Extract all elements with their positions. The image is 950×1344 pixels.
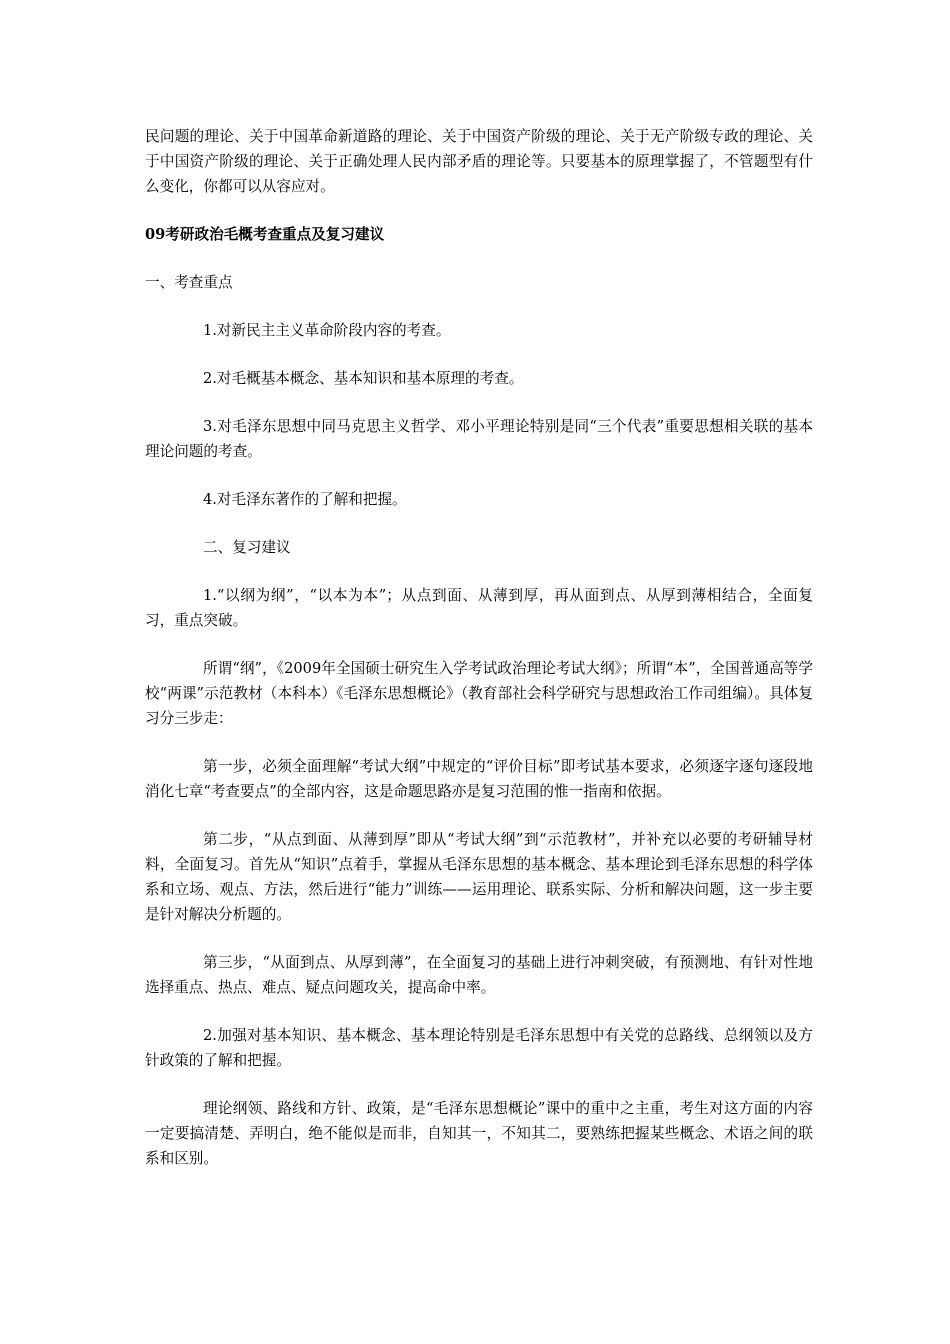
subsection-title: 一、考查重点 <box>145 274 233 291</box>
paragraph: 第二步，“从点到面、从薄到厚”即从“考试大纲”到“示范教材”，并补充以必要的考研辅导材料，全面复习。首先从“知识”点着手，掌握从毛泽东思想的基本概念、基本理论到毛泽东思想的科学体系和立场、观点、方法，然后进行“能力”训练——运用理论、联系实际、分析和解决问题，这一步主要是针对解决分析题的。 <box>145 831 813 923</box>
paragraph: 第一步，必须全面理解“考试大纲”中规定的“评价目标”即考试基本要求，必须逐字逐句逐段地消化七章“考查要点”的全部内容，这是命题思路亦是复习范围的惟一指南和依据。 <box>145 758 813 800</box>
paragraph: 所谓“纲”，《2009年全国硕士研究生入学考试政治理论考试大纲》；所谓“本”，全国普通高等学校“两课”示范教材（本科本）《毛泽东思想概论》（教育部社会科学研究与思想政治工作司组编）。具体复习分三步走： <box>145 660 813 727</box>
list-item: 4.对毛泽东著作的了解和把握。 <box>203 491 407 508</box>
list-item: 2.对毛概基本概念、基本知识和基本原理的考查。 <box>203 370 524 387</box>
subsection-title: 二、复习建议 <box>203 539 291 556</box>
list-item: 1.“以纲为纲”，“以本为本”；从点到面、从薄到厚，再从面到点、从厚到薄相结合，全面复习，重点突破。 <box>145 587 813 629</box>
section-heading: 09考研政治毛概考查重点及复习建议 <box>145 226 385 243</box>
paragraph: 民问题的理论、关于中国革命新道路的理论、关于中国资产阶级的理论、关于无产阶级专政的理论、关于中国资产阶级的理论、关于正确处理人民内部矛盾的理论等。只要基本的原理掌握了，不管题型有什么变化，你都可以从容应对。 <box>145 128 813 195</box>
paragraph: 理论纲领、路线和方针、政策，是“毛泽东思想概论”课中的重中之主重，考生对这方面的内容一定要搞清楚、弄明白，绝不能似是而非，自知其一，不知其二，要熟练把握某些概念、术语之间的联系和区别。 <box>145 1100 813 1167</box>
list-item: 1.对新民主主义革命阶段内容的考查。 <box>203 322 451 339</box>
list-item: 3.对毛泽东思想中同马克思主义哲学、邓小平理论特别是同“三个代表”重要思想相关联的基本理论问题的考查。 <box>145 418 813 460</box>
paragraph: 第三步，“从面到点、从厚到薄”，在全面复习的基础上进行冲刺突破，有预测地、有针对性地选择重点、热点、难点、疑点问题攻关，提高命中率。 <box>145 954 813 996</box>
document-body <box>145 124 813 1194</box>
list-item: 2.加强对基本知识、基本概念、基本理论特别是毛泽东思想中有关党的总路线、总纲领以及方针政策的了解和把握。 <box>145 1027 813 1069</box>
